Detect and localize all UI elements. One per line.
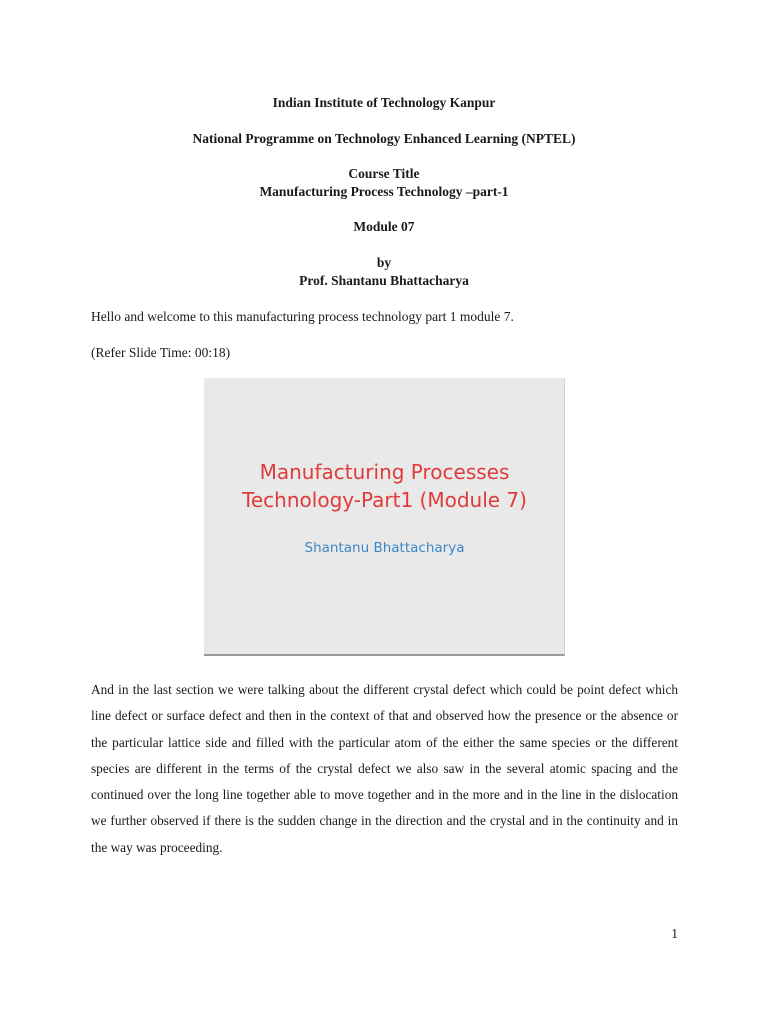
- course-title-label: Course Title: [348, 166, 420, 181]
- slide-author: Shantanu Bhattacharya: [304, 540, 465, 556]
- professor-name: Prof. Shantanu Bhattacharya: [299, 273, 469, 288]
- programme-heading: National Programme on Technology Enhanced Learning (NPTEL): [192, 131, 576, 146]
- page-number: 1: [671, 926, 678, 941]
- body-paragraph: And in the last section we were talking about the different crystal defect which could be point defect which line defect or surface defect and then in the context of that and observed how the presence or the absence or the particular lattice side and filled with the particular atom of the either the same species or the different species are different in the terms of the crystal defect we also saw in the several atomic spacing and the continued over the long line together able to move together and in the more and in the line in the dislocation we further observed if there is the sudden change in the direction and the crystal and in the continuity and in the way was proceeding.: [91, 682, 678, 855]
- slide-title-line-1: Manufacturing Processes: [259, 460, 510, 484]
- course-title: Manufacturing Process Technology –part-1: [259, 184, 509, 199]
- slide-time-reference: (Refer Slide Time: 00:18): [91, 345, 231, 360]
- by-label: by: [376, 255, 392, 270]
- intro-paragraph: Hello and welcome to this manufacturing process technology part 1 module 7.: [91, 309, 514, 324]
- slide-title-line-2: Technology-Part1 (Module 7): [242, 488, 527, 512]
- slide-image: [204, 378, 565, 656]
- module-heading: Module 07: [353, 219, 415, 234]
- institute-heading: Indian Institute of Technology Kanpur: [272, 95, 496, 110]
